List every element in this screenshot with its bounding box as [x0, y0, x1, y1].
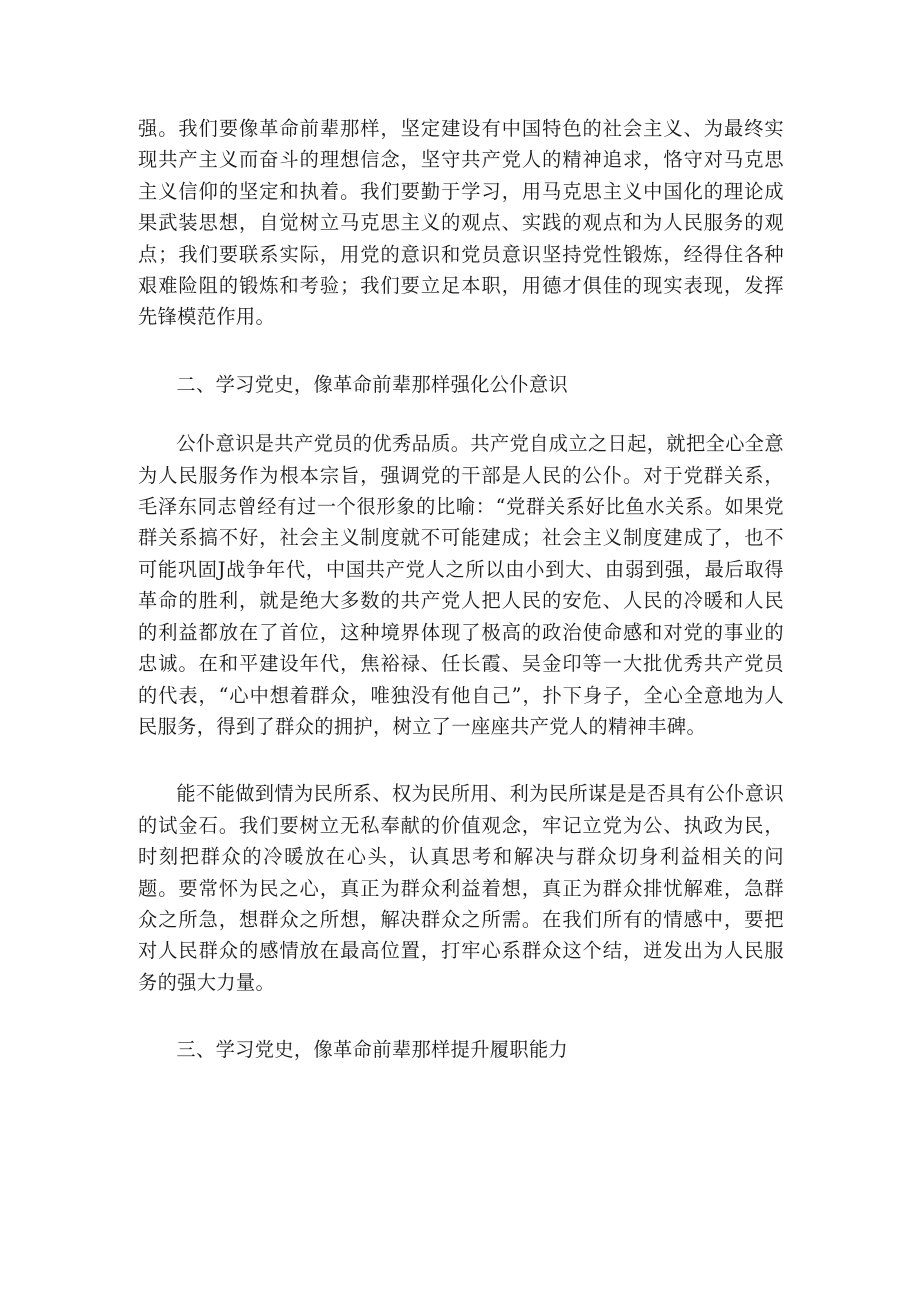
document-body — [138, 113, 784, 1066]
section-heading-3: 三、学习党史，像革命前辈那样提升履职能力 — [176, 1038, 569, 1062]
section-heading-2: 二、学习党史，像革命前辈那样强化公仆意识 — [176, 372, 569, 396]
paragraph-public-servant: 公仆意识是共产党员的优秀品质。共产党自成立之日起，就把全心全意为人民服务作为根本宗旨，强调党的干部是人民的公仆。对于党群关系，毛泽东同志曾经有过一个很形象的比喻：“党群关系好比鱼水关系。如果党群关系搞不好，社会主义制度就不可能建成；社会主义制度建成了，也不可能巩固J战争年代，中国共产党人之所以由小到大、由弱到强，最后取得革命的胜利，就是绝大多数的共产党人把人民的安危、人民的冷暖和人民的利益都放在了首位，这种境界体现了极高的政治使命感和对党的事业的忠诚。在和平建设年代，焦裕禄、任长霞、吴金印等一大批优秀共产党员的代表，“心中想着群众，唯独没有他自己”，扑下身子，全心全意地为人民服务，得到了群众的拥护，树立了一座座共产党人的精神丰碑。 — [138, 432, 784, 738]
paragraph-touchstone: 能不能做到情为民所系、权为民所用、利为民所谋是是否具有公仆意识的试金石。我们要树立无私奉献的价值观念，牢记立党为公、执政为民，时刻把群众的冷暖放在心头，认真思考和解决与群众切身利益相关的问题。要常怀为民之心，真正为群众利益着想，真正为群众排忧解难，急群众之所急，想群众之所想，解决群众之所需。在我们所有的情感中，要把对人民群众的感情放在最高位置，打牢心系群众这个结，迸发出为人民服务的强大力量。 — [138, 782, 784, 994]
paragraph-continuation: 强。我们要像革命前辈那样，坚定建设有中国特色的社会主义、为最终实现共产主义而奋斗的理想信念，坚守共产党人的精神追求，恪守对马克思主义信仰的坚定和执着。我们要勤于学习，用马克思主义中国化的理论成果武装思想，自觉树立马克思主义的观点、实践的观点和为人民服务的观点；我们要联系实际，用党的意识和党员意识坚持党性锻炼，经得住各种艰难险阻的锻炼和考验；我们要立足本职，用德才俱佳的现实表现，发挥先锋模范作用。 — [138, 117, 784, 329]
